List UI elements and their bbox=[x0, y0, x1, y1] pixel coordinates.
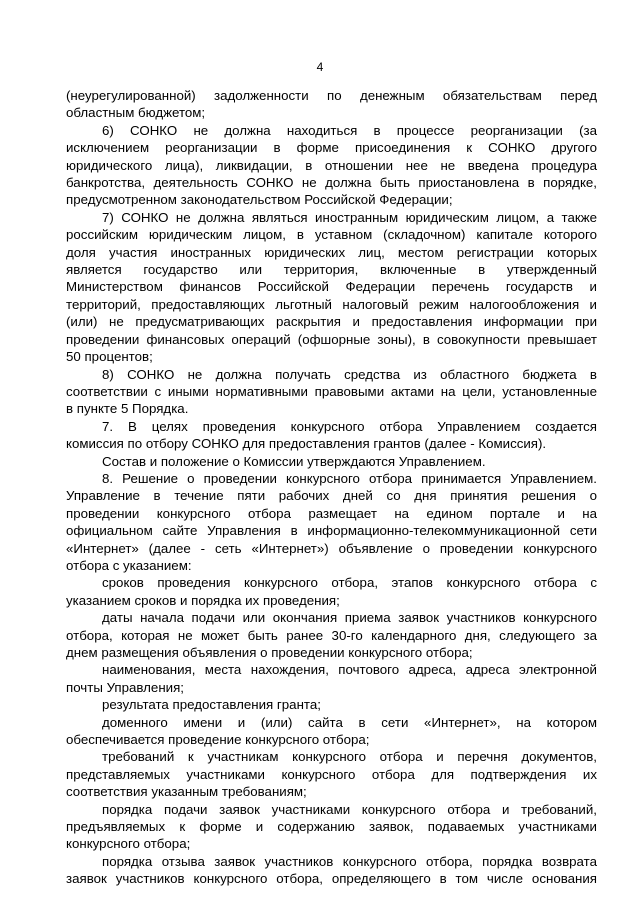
text-line: Состав и положение о Комиссии утверждаются Управлением. bbox=[102, 453, 486, 469]
text-line: 8. Решение о проведении конкурсного отбора принимается Управлением. bbox=[102, 470, 597, 486]
text-line: «Интернет» (далее - сеть «Интернет») объявление о проведении конкурсного bbox=[66, 540, 597, 556]
text-line: порядка отзыва заявок участников конкурсного отбора, порядка возврата bbox=[102, 853, 597, 869]
text-line: предъявляемых к форме и содержанию заявок, подаваемых участниками bbox=[66, 819, 597, 835]
text-line: Управление в течение пяти рабочих дней со дня принятия решения о bbox=[66, 488, 597, 504]
text-line: требований к участникам конкурсного отбора и перечня документов, bbox=[102, 749, 597, 765]
page-number: 4 bbox=[316, 60, 324, 74]
text-line: днем размещения объявления о проведении конкурсного отбора; bbox=[66, 645, 473, 660]
text-line: официальном сайте Управления в информационно-телекоммуникационной сети bbox=[66, 523, 597, 539]
text-line: является государство или территория, включенные в утвержденный bbox=[66, 262, 597, 278]
text-line: проведении конкурсного отбора размещает на едином портале и на bbox=[66, 505, 597, 521]
text-line: российским юридическим лицом, в уставном (складочном) капитале которого bbox=[66, 227, 597, 243]
text-line: банкротства, деятельность СОНКО не должна быть приостановлена в порядке, bbox=[66, 175, 597, 191]
text-line: сроков проведения конкурсного отбора, этапов конкурсного отбора с bbox=[102, 575, 597, 591]
text-line: почты Управления; bbox=[66, 679, 184, 695]
text-line: заявок участников конкурсного отбора, определяющего в том числе основания bbox=[66, 871, 597, 887]
text-line: доменного имени и (или) сайта в сети «Интернет», на котором bbox=[102, 714, 597, 730]
text-line: даты начала подачи или окончания приема заявок участников конкурсного bbox=[102, 610, 597, 626]
text-line: порядка подачи заявок участниками конкурсного отбора и требований, bbox=[102, 801, 597, 817]
text-line: (или) не предусматривающих раскрытия и предоставления информации при bbox=[66, 314, 597, 330]
text-line: в пункте 5 Порядка. bbox=[66, 401, 189, 417]
text-line: 50 процентов; bbox=[66, 349, 153, 365]
text-line: юридического лица), ликвидации, в отношении нее не введена процедура bbox=[66, 157, 597, 173]
text-line: представляемых участниками конкурсного отбора для подтверждения их bbox=[66, 766, 597, 782]
text-line: наименования, места нахождения, почтового адреса, адреса электронной bbox=[102, 662, 597, 678]
text-line: соответствия указанным требованиям; bbox=[66, 784, 307, 800]
text-line: проведении финансовых операций (офшорные зоны), в совокупности превышает bbox=[66, 331, 597, 347]
text-line: отбора с указанием: bbox=[66, 557, 192, 573]
text-line: исключением реорганизации в форме присоединения к СОНКО другого bbox=[66, 140, 597, 156]
text-line: результата предоставления гранта; bbox=[102, 697, 321, 713]
text-line: предусмотренном законодательством Российской Федерации; bbox=[66, 192, 453, 208]
text-line: 7) СОНКО не должна являться иностранным юридическим лицом, а также bbox=[102, 209, 597, 225]
document-body bbox=[66, 87, 597, 888]
text-line: областным бюджетом; bbox=[66, 105, 206, 121]
text-line: территорий, предоставляющих льготный налоговый режим налогообложения и bbox=[66, 296, 597, 312]
text-line: Министерством финансов Российской Федерации перечень государств и bbox=[66, 279, 597, 295]
text-line: доля участия иностранных юридических лиц, местом регистрации которых bbox=[66, 244, 597, 260]
text-line: 7. В целях проведения конкурсного отбора Управлением создается bbox=[102, 418, 597, 434]
text-line: 6) СОНКО не должна находиться в процессе реорганизации (за bbox=[102, 122, 597, 138]
text-line: отбора, которая не может быть ранее 30-го календарного дня, следующего за bbox=[66, 627, 597, 643]
text-line: указанием сроков и порядка их проведения; bbox=[66, 592, 340, 608]
text-line: (неурегулированной) задолженности по денежным обязательствам перед bbox=[66, 88, 597, 103]
text-line: обеспечивается проведение конкурсного отбора; bbox=[66, 732, 370, 748]
text-line: 8) СОНКО не должна получать средства из областного бюджета в bbox=[102, 366, 597, 382]
text-line: конкурсного отбора; bbox=[66, 836, 191, 852]
text-line: комиссия по отбору СОНКО для предоставления грантов (далее - Комиссия). bbox=[66, 436, 547, 452]
text-line: соответствии с иными нормативными правовыми актами на цели, установленные bbox=[66, 383, 597, 399]
